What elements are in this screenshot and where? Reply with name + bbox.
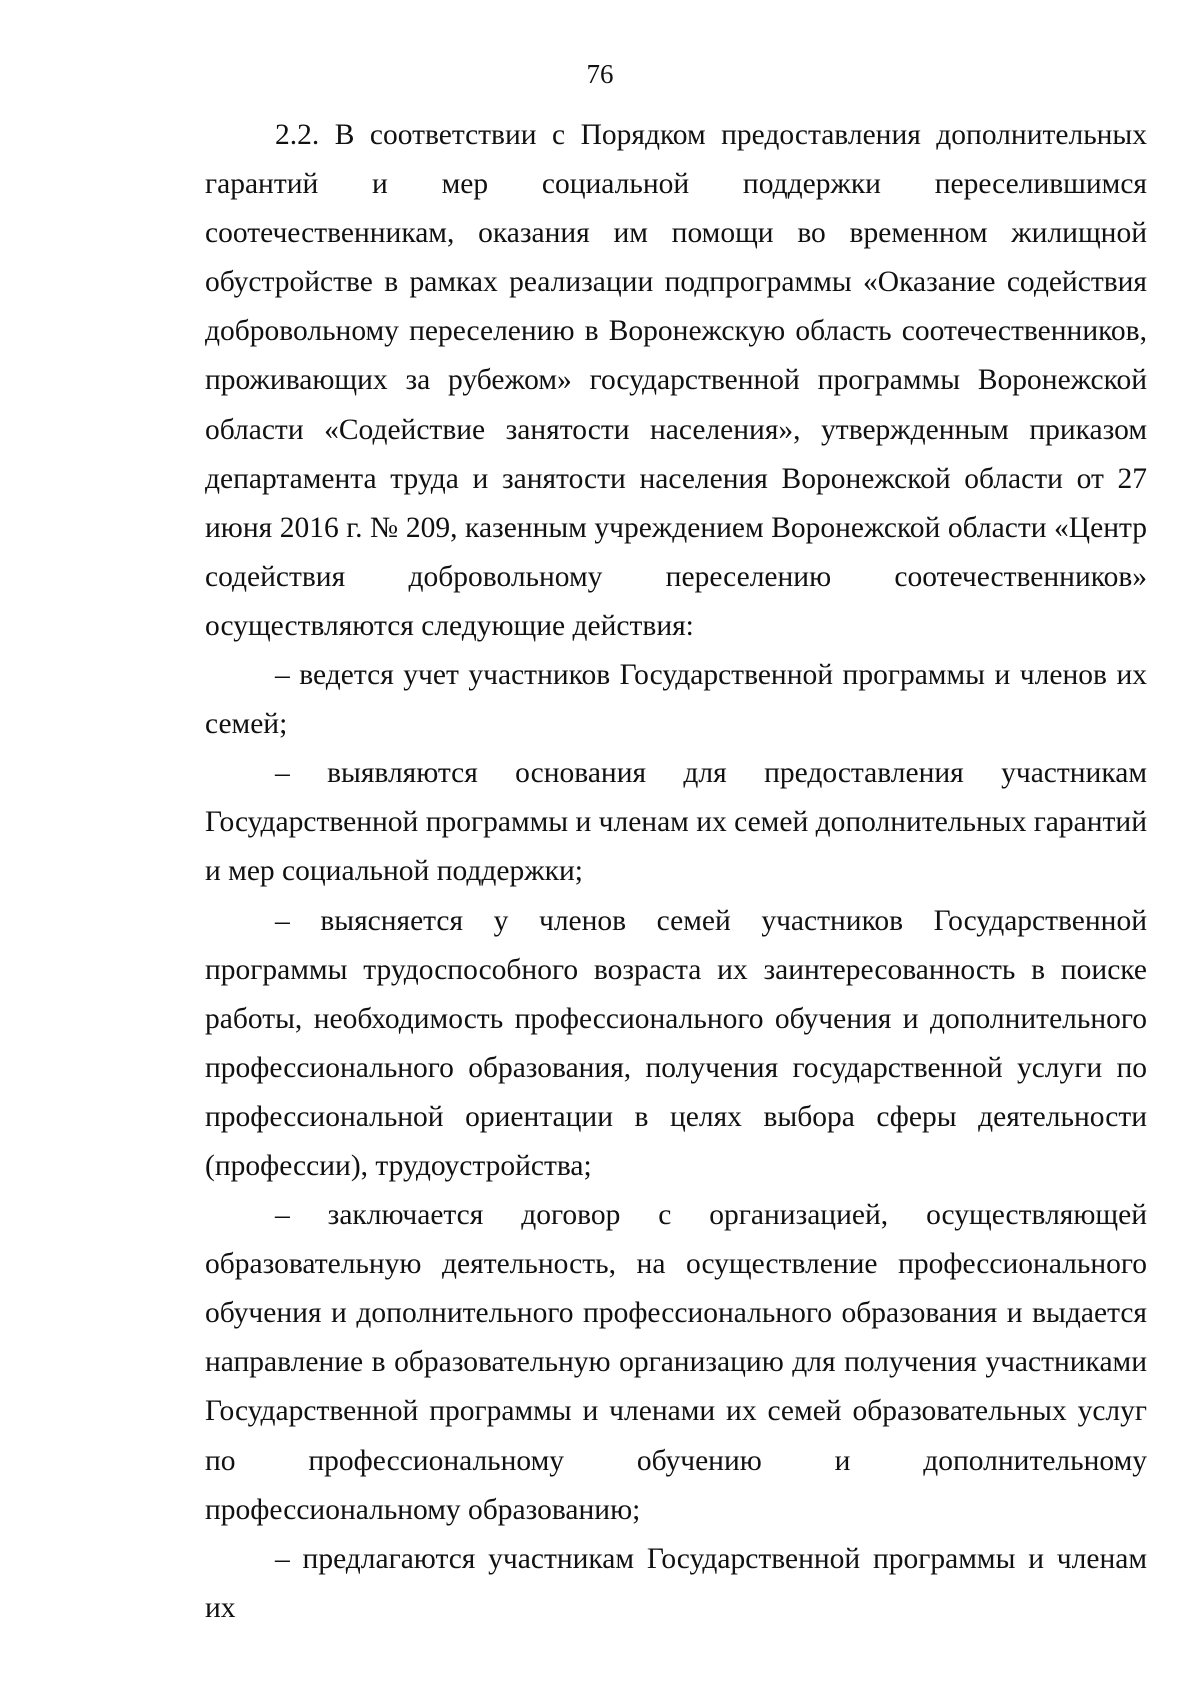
list-item-registration: – ведется учет участников Государственной программы и членов их семей; [205,659,1147,741]
list-item-interest: – выясняется у членов семей участников Государственной программы трудоспособного возраста их заинтересованность в поиске работы, необходимость профессионального обучения и дополнительного профессионального образования, получения государственной услуги по профессиональной ориентации в целях выбора сферы деятельности (профессии), трудоустройства; [205,904,1147,1182]
list-item-offers: – предлагаются участникам Государственной программы и членам их [205,1542,1147,1624]
list-item-grounds: – выявляются основания для предоставления участникам Государственной программы и членам их семей дополнительных гарантий и мер социальной поддержки; [205,757,1147,888]
list-item-contract: – заключается договор с организацией, осуществляющей образовательную деятельность, на осуществление профессионального обучения и дополнительного профессионального образования и выдается направление в образовательную организацию для получения участниками Государственной программы и членами их семей образовательных услуг по профессиональному обучению и дополнительному профессиональному образованию; [205,1199,1147,1526]
page-number: 76 [586,59,614,89]
document-body [205,111,1147,1633]
paragraph-intro: 2.2. В соответствии с Порядком предоставления дополнительных гарантий и мер социальной поддержки переселившимся соотечественникам, оказания им помощи во временном жилищной обустройстве в рамках реализации подпрограммы «Оказание содействия добровольному переселению в Воронежскую область соотечественников, проживающих за рубежом» государственной программы Воронежской области «Содействие занятости населения», утвержденным приказом департамента труда и занятости населения Воронежской области от 27 июня 2016 г. № 209, казенным учреждением Воронежской области «Центр содействия добровольному переселению соотечественников» осуществляются следующие действия: [205,119,1147,642]
